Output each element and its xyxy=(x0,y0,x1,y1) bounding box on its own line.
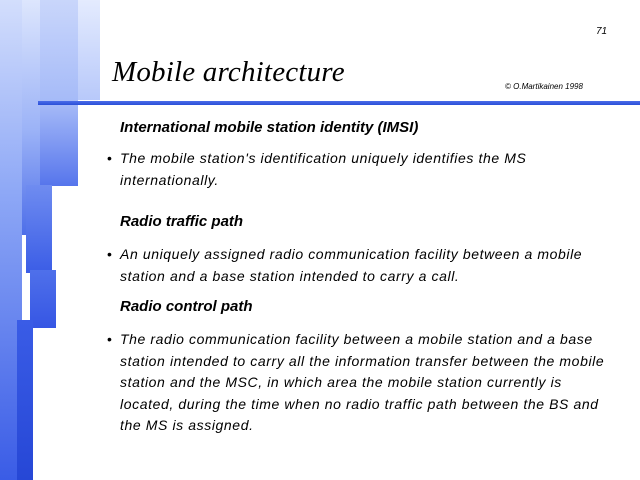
title-underline xyxy=(38,101,640,105)
decor-bar-8 xyxy=(78,0,100,100)
section-text-imsi: The mobile station's identification uniquely identifies the MS internationally. xyxy=(120,150,527,188)
section-heading-radio-traffic-path: Radio traffic path xyxy=(120,213,244,230)
slide-number: 71 xyxy=(596,26,608,37)
decor-bar-6 xyxy=(30,270,56,328)
bullet-marker: • xyxy=(107,150,112,166)
bullet-marker: • xyxy=(107,331,112,347)
section-text-radio-control-path: The radio communication facility between a mobile station and a base station intended to carry all the information transfer between the mobile station and the MSC, in which area the mobile station currently is located, during the time when no radio traffic path between the BS and the MS is assigned. xyxy=(120,331,605,433)
copyright-note: © O.Martikainen 1998 xyxy=(505,82,583,91)
section-heading-radio-control-path: Radio control path xyxy=(120,298,253,315)
section-text-radio-traffic-path: An uniquely assigned radio communication facility between a mobile station and a base station intended to carry a call. xyxy=(120,246,583,284)
decor-bar-5 xyxy=(26,185,52,273)
section-heading-imsi: International mobile station identity (IMSI) xyxy=(120,119,419,136)
decor-bar-4 xyxy=(40,100,78,186)
bullet-marker: • xyxy=(107,246,112,262)
slide-title: Mobile architecture xyxy=(112,56,345,88)
decor-bar-7 xyxy=(17,320,33,480)
